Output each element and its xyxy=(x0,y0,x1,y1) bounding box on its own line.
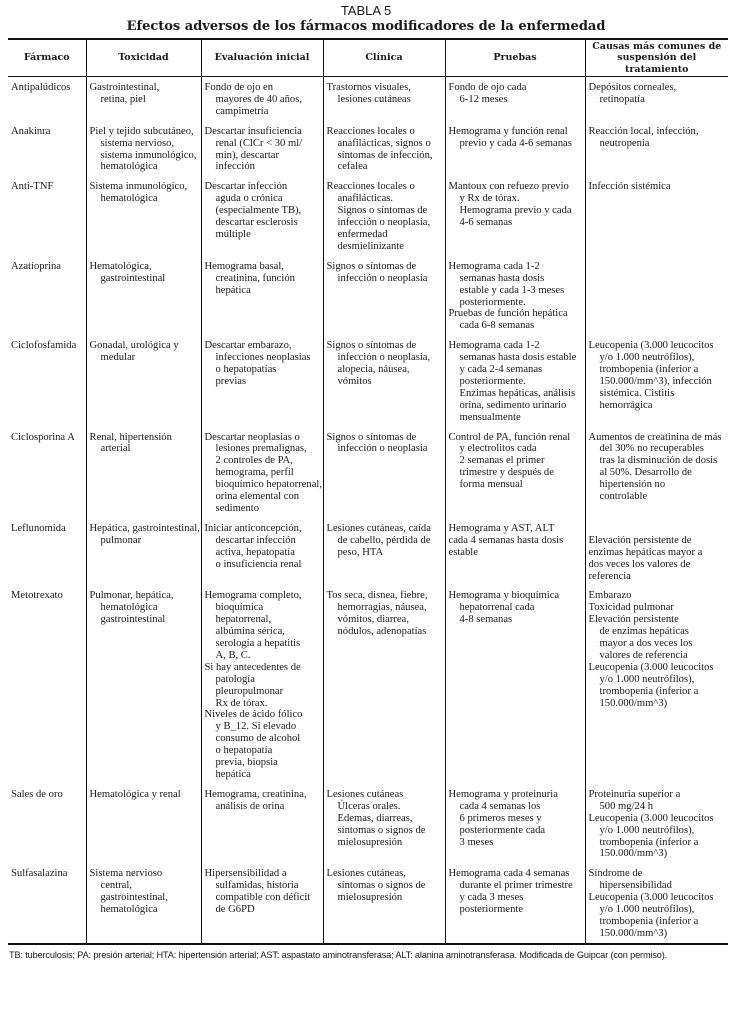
drug-name: Ciclosporina A xyxy=(11,431,75,443)
cell-line: Hemograma cada 4 semanas xyxy=(448,868,570,880)
cell-drug xyxy=(8,256,86,335)
cell-line: Hemograma previo y cada xyxy=(459,205,572,217)
cell-line: Embarazo xyxy=(588,590,632,602)
cell-line: pulmonar xyxy=(100,534,142,546)
cell-line: anafilácticas, signos o xyxy=(337,137,431,149)
cell-line: desmielinizante xyxy=(337,240,404,252)
cell-line: posteriormente cada xyxy=(459,824,546,836)
cell-line: Leucopenia (3.000 leucocitos xyxy=(588,340,714,352)
cell-drug xyxy=(8,585,86,784)
cell-line: neutropenia xyxy=(599,137,650,149)
cell-causes xyxy=(585,121,728,177)
cell-drug xyxy=(8,784,86,863)
cell-line: y/o 1.000 neutrófilos), xyxy=(599,904,695,916)
cell-drug xyxy=(8,176,86,255)
cell-line: 500 mg/24 h xyxy=(599,800,654,812)
cell-line: Fondo de ojo cada xyxy=(448,82,527,93)
cell-line: bioquímico hepatorrenal, xyxy=(215,479,322,491)
cell-line: mielosupresión xyxy=(337,892,403,904)
cell-line: Rx de tórax. xyxy=(215,697,268,709)
cell-line: Hemograma y AST, ALT xyxy=(448,522,555,534)
cell-tests xyxy=(445,256,585,335)
cell-line: gastrointestinal, xyxy=(100,892,168,904)
cell-line: Signos o síntomas de xyxy=(326,340,417,352)
cell-line: campimetría xyxy=(215,105,269,117)
table-row xyxy=(8,784,728,863)
cell-line: síntomas o signos de xyxy=(337,824,426,836)
cell-clinical xyxy=(323,121,445,177)
cell-initial xyxy=(201,256,323,335)
cell-line: Hemograma completo, xyxy=(204,590,302,602)
cell-line: 2 semanas el primer xyxy=(459,455,545,467)
cell-line: serología a hepatitis xyxy=(215,638,301,650)
cell-line: valores de referencia xyxy=(599,649,688,661)
cell-initial xyxy=(201,585,323,784)
cell-line: lesiones premalignas, xyxy=(215,443,307,455)
cell-line: trimestre y después de xyxy=(459,467,554,479)
cell-line: síntomas o signos de xyxy=(337,880,426,892)
header-line: Fármaco xyxy=(23,52,70,64)
cell-drug xyxy=(8,335,86,426)
column-header-toxicity xyxy=(86,39,201,77)
cell-line: previo y cada 4-6 semanas xyxy=(459,137,572,149)
cell-line: previa, biopsia xyxy=(215,757,278,769)
cell-line: Hemograma cada 1-2 xyxy=(448,260,540,272)
cell-line: durante el primer trimestre xyxy=(459,880,573,892)
cell-causes xyxy=(585,176,728,255)
cell-line: (especialmente TB), xyxy=(215,205,302,217)
cell-line: Leucopenia (3.000 leucocitos xyxy=(588,892,714,904)
cell-line: mielosupresión xyxy=(337,836,403,848)
cell-line: Sistema inmunológico, xyxy=(89,181,188,193)
cell-tests xyxy=(445,335,585,426)
cell-line: renal (ClCr < 30 ml/ xyxy=(215,137,303,149)
cell-line: gastrointestinal xyxy=(100,272,166,284)
cell-line: Hemograma y proteinuria xyxy=(448,788,558,800)
cell-line: Piel y tejido subcutáneo, xyxy=(89,125,194,137)
cell-tests xyxy=(445,518,585,586)
cell-initial xyxy=(201,121,323,177)
cell-line: estable xyxy=(448,546,478,558)
cell-initial xyxy=(201,335,323,426)
cell-line: Signos o síntomas de xyxy=(337,205,428,217)
cell-line: Pruebas de función hepática xyxy=(448,308,568,320)
cell-line: 150.000/mm^3) xyxy=(599,848,668,860)
cell-toxicity xyxy=(86,335,201,426)
drug-name: Antipalúdicos xyxy=(11,82,71,93)
cell-line: consumo de alcohol xyxy=(215,733,301,745)
cell-causes xyxy=(585,863,728,943)
cell-line: de G6PD xyxy=(215,904,255,916)
cell-causes xyxy=(585,427,728,518)
cell-line: arterial xyxy=(100,443,131,455)
cell-line: Gonadal, urológica y xyxy=(89,340,179,352)
cell-line: Renal, hipertensión xyxy=(89,431,172,443)
table-row xyxy=(8,427,728,518)
cell-line: Úlceras orales. xyxy=(337,800,401,812)
header-line: Causas más comunes de xyxy=(592,40,722,52)
table-body xyxy=(8,77,728,944)
cell-line: semanas hasta dosis estable xyxy=(459,352,577,364)
cell-line: referencia xyxy=(588,570,631,582)
cell-tests xyxy=(445,585,585,784)
cell-line: infección o neoplasia xyxy=(337,272,428,284)
cell-line: Hematológica, xyxy=(89,260,152,272)
header-line: suspensión del tratamiento xyxy=(617,52,697,75)
cell-toxicity xyxy=(86,863,201,943)
cell-line: Leucopenia (3.000 leucocitos xyxy=(588,812,714,824)
cell-line: y electrolitos cada xyxy=(459,443,537,455)
cell-line: hematológica xyxy=(100,193,158,205)
cell-clinical xyxy=(323,784,445,863)
cell-line: peso, HTA xyxy=(337,546,384,558)
cell-toxicity xyxy=(86,427,201,518)
cell-causes xyxy=(585,256,728,335)
cell-line: hemograma, perfil xyxy=(215,467,294,479)
cell-line: y cada 3 meses xyxy=(459,892,524,904)
drug-name: Sales de oro xyxy=(11,788,63,800)
drug-name: Leflunomida xyxy=(11,522,66,534)
cell-line: 150.000/mm^3) xyxy=(599,697,668,709)
cell-line: Edemas, diarreas, xyxy=(337,812,413,824)
cell-line: sistema inmunológico, xyxy=(100,149,197,161)
cell-line: Pulmonar, hepática, xyxy=(89,590,174,602)
cell-line: cada 6-8 semanas xyxy=(459,320,535,332)
cell-line: sulfamidas, historia xyxy=(215,880,299,892)
cell-line: lesiones cutáneas xyxy=(337,93,411,105)
cell-clinical xyxy=(323,518,445,586)
cell-initial xyxy=(201,77,323,121)
cell-line: 150.000/mm^3) xyxy=(599,927,668,939)
cell-clinical xyxy=(323,585,445,784)
cell-clinical xyxy=(323,256,445,335)
column-header-causes xyxy=(585,39,728,77)
cell-line: sedimento xyxy=(215,503,260,514)
cell-line: descartar infección xyxy=(215,534,296,546)
column-header-drug xyxy=(8,39,86,77)
cell-clinical xyxy=(323,176,445,255)
cell-line: hematológica xyxy=(100,161,158,173)
cell-clinical xyxy=(323,335,445,426)
cell-line: 2 controles de PA, xyxy=(215,455,293,467)
table-row xyxy=(8,256,728,335)
cell-clinical xyxy=(323,863,445,943)
cell-line: mensualmente xyxy=(459,411,521,423)
cell-line: Hematológica y renal xyxy=(89,788,181,800)
cell-line: hematológica xyxy=(100,602,158,614)
cell-line: Depósitos corneales, xyxy=(588,82,677,93)
drug-name: Sulfasalazina xyxy=(11,868,68,880)
cell-line: retinopatía xyxy=(599,93,645,105)
cell-line: descartar esclerosis xyxy=(215,217,298,229)
drug-name: Ciclofosfamida xyxy=(11,340,77,352)
cell-line: bioquímica xyxy=(215,602,264,614)
cell-line: múltiple xyxy=(215,228,251,240)
table-row xyxy=(8,585,728,784)
cell-line: Reacción local, infección, xyxy=(588,125,699,137)
cell-line: y/o 1.000 neutrófilos), xyxy=(599,824,695,836)
cell-line: 150.000/mm^3), infección xyxy=(599,375,712,387)
header-line: Evaluación inicial xyxy=(214,52,310,64)
header-line: Pruebas xyxy=(493,52,537,64)
cell-line: Leucopenia (3.000 leucocitos xyxy=(588,661,714,673)
cell-causes xyxy=(585,585,728,784)
cell-initial xyxy=(201,427,323,518)
cell-line: trombopenia (inferior a xyxy=(599,685,699,697)
cell-line: forma mensual xyxy=(459,479,523,491)
cell-line xyxy=(589,523,727,535)
column-header-initial xyxy=(201,39,323,77)
cell-toxicity xyxy=(86,256,201,335)
cell-line: Hipersensibilidad a xyxy=(204,868,287,880)
cell-toxicity xyxy=(86,77,201,121)
cell-line: cada 4 semanas los xyxy=(459,800,541,812)
cell-line: sistémica. Cistitis xyxy=(599,387,675,399)
cell-line: estable y cada 1-3 meses xyxy=(459,284,565,296)
cell-line: pleuropulmonar xyxy=(215,685,284,697)
adverse-effects-table xyxy=(8,38,728,945)
cell-line: min), descartar xyxy=(215,149,280,161)
cell-line: Lesiones cutáneas xyxy=(326,788,404,800)
cell-line: cada 4 semanas hasta dosis xyxy=(448,534,564,546)
cell-line: Gastrointestinal, xyxy=(89,82,160,93)
table-row xyxy=(8,335,728,426)
cell-line: Lesiones cutáneas, caída xyxy=(326,522,431,534)
cell-line: posteriormente. xyxy=(459,375,526,387)
cell-initial xyxy=(201,518,323,586)
cell-line: Hemograma y bioquímica xyxy=(448,590,560,602)
cell-causes xyxy=(585,518,728,586)
cell-tests xyxy=(445,77,585,121)
drug-name: Anakinra xyxy=(11,125,51,137)
cell-line: Signos o síntomas de xyxy=(326,431,417,443)
cell-line: posteriormente. xyxy=(459,296,526,308)
cell-line: 6-12 meses xyxy=(459,93,508,105)
cell-initial xyxy=(201,863,323,943)
cell-line: 4-8 semanas xyxy=(459,614,513,626)
table-row xyxy=(8,518,728,586)
cell-line: Descartar neoplasias o xyxy=(204,431,300,443)
cell-line: nódulos, adenopatías xyxy=(337,626,427,638)
cell-causes xyxy=(585,77,728,121)
cell-drug xyxy=(8,427,86,518)
cell-line: y/o 1.000 neutrófilos), xyxy=(599,352,695,364)
cell-line: Fondo de ojo en xyxy=(204,82,274,93)
cell-line: albúmina sérica, xyxy=(215,626,285,638)
cell-line: Proteinuria superior a xyxy=(588,788,681,800)
cell-line: de cabello, pérdida de xyxy=(337,534,431,546)
cell-line: vómitos, diarrea, xyxy=(337,614,409,626)
cell-line: vómitos xyxy=(337,375,372,387)
cell-line: orina elemental con xyxy=(215,491,300,503)
cell-line: creatinina, función xyxy=(215,272,295,284)
cell-line: gastrointestinal xyxy=(100,614,166,626)
cell-tests xyxy=(445,863,585,943)
cell-line: tras la disminución de dosis xyxy=(599,455,718,467)
cell-line: hemorrágica xyxy=(599,399,653,411)
cell-line: activa, hepatopatía xyxy=(215,546,295,558)
drug-name: Azatioprina xyxy=(11,260,62,272)
cell-line: mayor a dos veces los xyxy=(599,638,693,650)
table-row xyxy=(8,863,728,943)
cell-line: dos veces los valores de xyxy=(588,558,691,570)
header-line: Clínica xyxy=(365,52,403,64)
cell-line: Si hay antecedentes de xyxy=(204,661,301,673)
cell-line: sistema nervioso, xyxy=(100,137,175,149)
cell-line: patología xyxy=(215,673,255,685)
cell-line: infección xyxy=(215,161,255,173)
cell-line: Hemograma y función renal xyxy=(448,125,568,137)
cell-line: previas xyxy=(215,375,247,387)
cell-toxicity xyxy=(86,121,201,177)
cell-line: Control de PA, función renal xyxy=(448,431,571,443)
cell-line: Mantoux con refuezo previo xyxy=(448,181,569,193)
cell-line: trombopenia (inferior a xyxy=(599,915,699,927)
cell-line: hepatorrenal cada xyxy=(459,602,535,614)
cell-line: Hemograma, creatinina, xyxy=(204,788,307,800)
cell-line: anafilácticas. xyxy=(337,193,394,205)
cell-line: A, B, C. xyxy=(215,649,251,661)
cell-line: Descartar infección xyxy=(204,181,288,193)
cell-causes xyxy=(585,335,728,426)
cell-line: Tos seca, disnea, fiebre, xyxy=(326,590,428,602)
table-title: Efectos adversos de los fármacos modificadores de la enfermedad xyxy=(126,19,606,34)
cell-line: medular xyxy=(100,352,136,364)
cell-line: infecciones neoplasias xyxy=(215,352,311,364)
cell-line: de enzimas hepáticas xyxy=(599,626,689,638)
cell-line: central, xyxy=(100,880,132,892)
cell-line: enfermedad xyxy=(337,228,388,240)
cell-line: Signos o síntomas de xyxy=(326,260,417,272)
drug-name: Anti-TNF xyxy=(11,181,54,193)
cell-line: o hepatopatías xyxy=(215,364,277,376)
cell-line: Hepática, gastrointestinal, xyxy=(89,522,200,534)
cell-line: Síndrome de xyxy=(588,868,643,880)
cell-initial xyxy=(201,176,323,255)
cell-line: Niveles de ácido fólico xyxy=(204,709,303,721)
cell-line: Enzimas hepáticas, análisis xyxy=(459,387,576,399)
cell-line: 6 primeros meses y xyxy=(459,812,542,824)
cell-line: hepática xyxy=(215,769,251,781)
cell-line: hipertensión no xyxy=(599,479,666,491)
cell-drug xyxy=(8,121,86,177)
cell-line: trombopenia (inferior a xyxy=(599,364,699,376)
cell-toxicity xyxy=(86,518,201,586)
cell-line: o hepatopatía xyxy=(215,745,273,757)
cell-toxicity xyxy=(86,585,201,784)
table-row xyxy=(8,121,728,177)
cell-line: y/o 1.000 neutrófilos), xyxy=(599,673,695,685)
cell-line: hepatorrenal, xyxy=(215,614,272,626)
cell-line: compatible con déficit xyxy=(215,892,311,904)
cell-clinical xyxy=(323,427,445,518)
cell-causes xyxy=(585,784,728,863)
cell-line: al 50%. Desarrollo de xyxy=(599,467,692,479)
cell-tests xyxy=(445,427,585,518)
cell-line: y Rx de tórax. xyxy=(459,193,520,205)
cell-line: semanas hasta dosis xyxy=(459,272,545,284)
cell-line: análisis de orina xyxy=(215,800,285,812)
cell-line: Descartar embarazo, xyxy=(204,340,292,352)
cell-line: hipersensibilidad xyxy=(599,880,672,892)
cell-toxicity xyxy=(86,176,201,255)
cell-line: Hemograma cada 1-2 xyxy=(448,340,540,352)
cell-line: Reacciones locales o xyxy=(326,181,415,193)
cell-line: Hemograma basal, xyxy=(204,260,284,272)
cell-line: o insuficiencia renal xyxy=(215,558,302,570)
cell-line: del 30% no recuperables xyxy=(599,443,704,455)
cell-line: mayores de 40 años, xyxy=(215,93,302,105)
cell-line: Elevación persistente de xyxy=(588,534,692,546)
cell-line: hematológica xyxy=(100,904,158,916)
cell-line: Descartar insuficiencia xyxy=(204,125,302,137)
column-header-clinical xyxy=(323,39,445,77)
cell-line: Elevación persistente xyxy=(588,614,679,626)
cell-tests xyxy=(445,121,585,177)
cell-line: Infección sistémica xyxy=(588,181,671,193)
cell-line: infección o neoplasia xyxy=(337,443,428,455)
cell-line: Trastornos visuales, xyxy=(326,82,411,93)
cell-line: y B_12. Si elevado xyxy=(215,721,297,733)
cell-line: 4-6 semanas xyxy=(459,217,513,229)
table-row xyxy=(8,77,728,121)
cell-line: retina, piel xyxy=(100,93,146,105)
cell-line: hepática xyxy=(215,284,251,296)
cell-line: síntomas de infección, xyxy=(337,149,433,161)
cell-line: Reacciones locales o xyxy=(326,125,415,137)
cell-tests xyxy=(445,784,585,863)
cell-line: alopecia, náusea, xyxy=(337,364,410,376)
cell-clinical xyxy=(323,77,445,121)
cell-line: infección o neoplasia, xyxy=(337,217,431,229)
cell-line: Lesiones cutáneas, xyxy=(326,868,406,880)
cell-line: y cada 2-4 semanas xyxy=(459,364,543,376)
cell-drug xyxy=(8,863,86,943)
cell-line: Sistema nervioso xyxy=(89,868,163,880)
drug-name: Metotrexato xyxy=(11,590,63,602)
cell-line: hemorragias, náusea, xyxy=(337,602,427,614)
cell-line: cefalea xyxy=(337,161,368,173)
table-caption: TABLA 5 xyxy=(340,3,392,18)
table-header-row xyxy=(8,39,728,77)
cell-line: Aumentos de creatinina de más xyxy=(588,431,722,443)
cell-initial xyxy=(201,784,323,863)
cell-line: enzimas hepáticas mayor a xyxy=(588,546,703,558)
cell-line: aguda o crónica xyxy=(215,193,283,205)
header-line: Toxicidad xyxy=(118,52,169,64)
cell-toxicity xyxy=(86,784,201,863)
cell-tests xyxy=(445,176,585,255)
table-footnote: TB: tuberculosis; PA: presión arterial; HTA: hipertensión arterial; AST: aspastato aminotransferasa; ALT: alanina aminotransferasa. Modificada de Guipcar (con permiso). xyxy=(9,949,668,960)
cell-line: Toxicidad pulmonar xyxy=(588,602,674,614)
cell-line: orina, sedimento urinario xyxy=(459,399,567,411)
cell-line: controlable xyxy=(599,491,648,503)
cell-line: posteriormente xyxy=(459,904,524,916)
cell-line: infección o neoplasia, xyxy=(337,352,431,364)
cell-drug xyxy=(8,518,86,586)
cell-line: trombopenia (inferior a xyxy=(599,836,699,848)
cell-line: Iniciar anticoncepción, xyxy=(204,522,302,534)
cell-line: 3 meses xyxy=(459,836,494,848)
cell-drug xyxy=(8,77,86,121)
table-row xyxy=(8,176,728,255)
column-header-tests xyxy=(445,39,585,77)
